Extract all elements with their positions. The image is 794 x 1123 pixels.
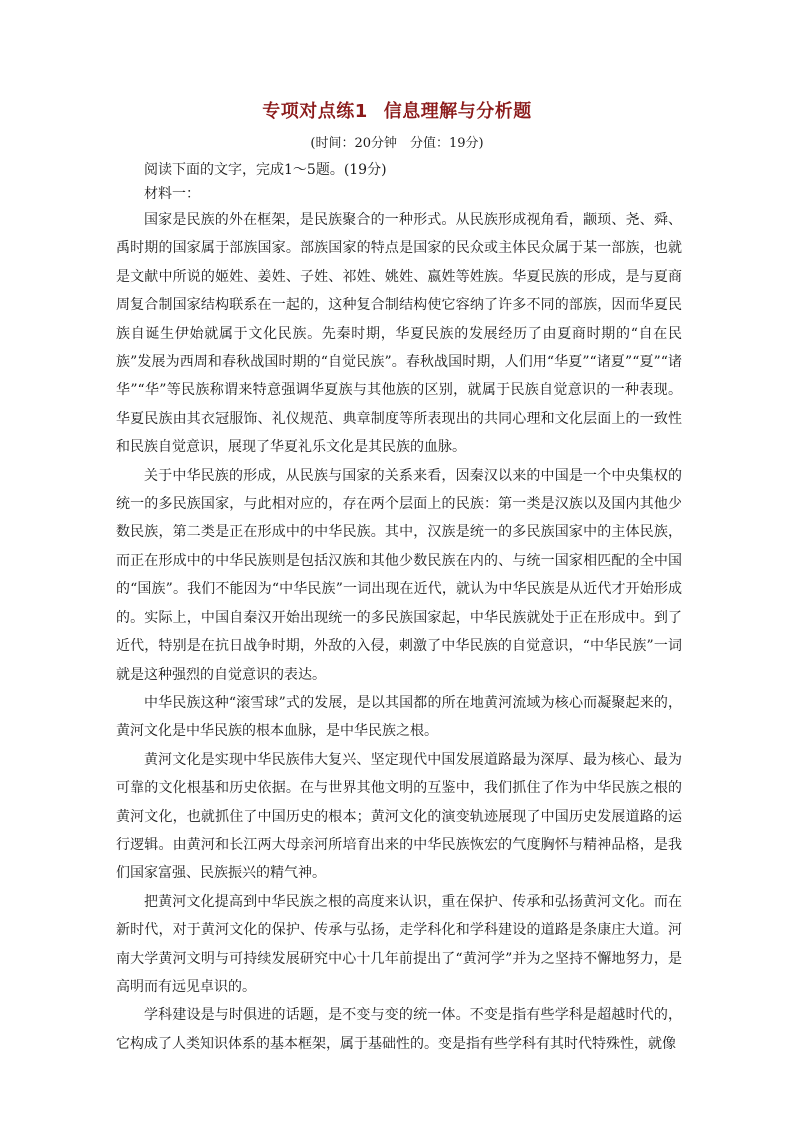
title-part-2: 信息理解与分析题	[383, 101, 532, 122]
paragraph-1: 国家是民族的外在框架，是民族聚合的一种形式。从民族形成视角看，颛顼、尧、舜、禹时期的国家属于部族国家。部族国家的特点是国家的民众或主体民众属于某一部族，也就是文献中所说的姬姓、姜姓、子姓、祁姓、姚姓、嬴姓等姓族。华夏民族的形成，是与夏商周复合制国家结构联系在一起的，这种复合制结构使它容纳了许多不同的部族，因而华夏民族自诞生伊始就属于文化民族。先秦时期，华夏民族的发展经历了由夏商时期的“自在民族”发展为西周和春秋战国时期的“自觉民族”。春秋战国时期，人们用“华夏”“诸夏”“夏”“诸华”“华”等民族称谓来特意强调华夏族与其他族的区别，就属于民族自觉意识的一种表现。华夏民族由其衣冠服饰、礼仪规范、典章制度等所表现出的共同心理和文化层面上的一致性和民族自觉意识，展现了华夏礼乐文化是其民族的血脉。	[116, 212, 682, 456]
paragraph-4: 黄河文化是实现中华民族伟大复兴、坚定现代中国发展道路最为深厚、最为核心、最为可靠的文化根基和历史依据。在与世界其他文明的互鉴中，我们抓住了作为中华民族之根的黄河文化，也就抓住了中国历史的根本；黄河文化的演变轨迹展现了中国历史发展道路的运行逻辑。由黄河和长江两大母亲河所培育出来的中华民族恢宏的气度胸怀与精神品格，是我们国家富强、民族振兴的精气神。	[116, 751, 682, 882]
document-body	[116, 158, 682, 1058]
paragraph-5: 把黄河文化提高到中华民族之根的高度来认识，重在保护、传承和弘扬黄河文化。而在新时代，对于黄河文化的保护、传承与弘扬，走学科化和学科建设的道路是条康庄大道。河南大学黄河文明与可持续发展研究中心十几年前提出了“黄河学”并为之坚持不懈地努力，是高明而有远见卓识的。	[116, 893, 682, 995]
material-label: 材料一：	[144, 186, 200, 202]
instruction-text: 阅读下面的文字，完成1～5题。(19分)	[144, 162, 387, 178]
time-score-info: (时间：20分钟 分值：19分)	[310, 136, 484, 151]
paragraph-2: 关于中华民族的形成，从民族与国家的关系来看，因秦汉以来的中国是一个中央集权的统一的多民族国家，与此相对应的，存在两个层面上的民族：第一类是汉族以及国内其他少数民族，第二类是正在形成中的中华民族。其中，汉族是统一的多民族国家中的主体民族，而正在形成中的中华民族则是包括汉族和其他少数民族在内的、与统一国家相匹配的全中国的“国族”。我们不能因为“中华民族”一词出现在近代，就认为中华民族是从近代才开始形成的。实际上，中国自秦汉开始出现统一的多民族国家起，中华民族就处于正在形成中。到了近代，特别是在抗日战争时期，外敌的入侵，刺激了中华民族的自觉意识，“中华民族”一词就是这种强烈的自觉意识的表达。	[116, 467, 682, 683]
title-part-1: 专项对点练1	[262, 101, 368, 122]
paragraph-3: 中华民族这种“滚雪球”式的发展，是以其国都的所在地黄河流域为核心而凝聚起来的，黄河文化是中华民族的根本血脉，是中华民族之根。	[116, 694, 682, 740]
paragraph-6: 学科建设是与时俱进的话题，是不变与变的统一体。不变是指有些学科是超越时代的，它构成了人类知识体系的基本框架，属于基础性的。变是指有些学科有其时代特殊性，就像	[116, 1007, 682, 1052]
page-title	[0, 97, 794, 123]
